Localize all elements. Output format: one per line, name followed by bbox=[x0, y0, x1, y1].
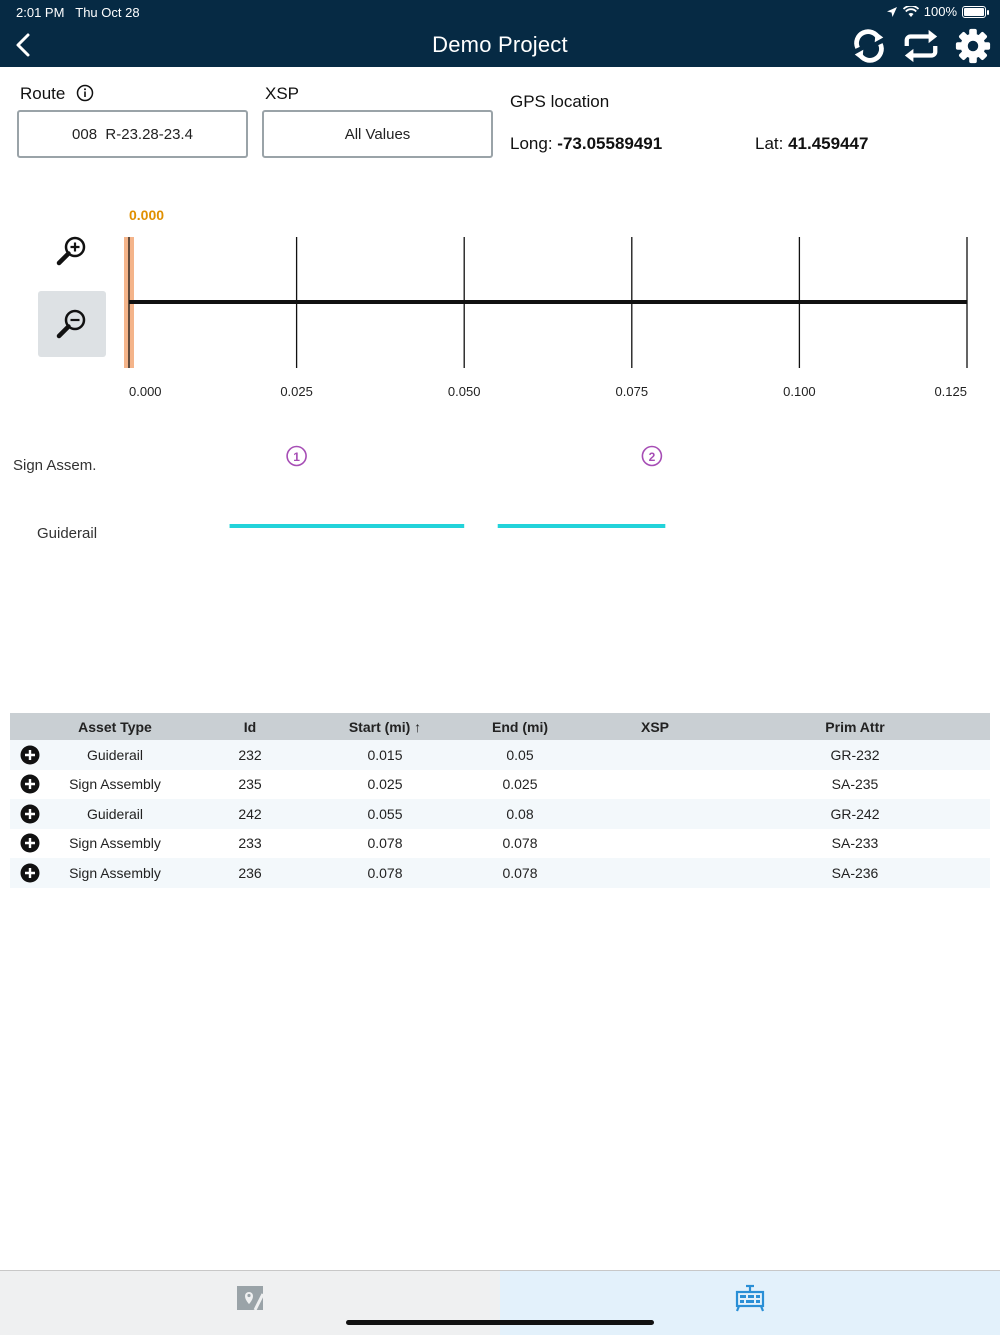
info-icon[interactable] bbox=[76, 84, 94, 102]
add-circle-icon[interactable] bbox=[20, 804, 40, 824]
status-right bbox=[886, 4, 986, 19]
repeat-icon[interactable] bbox=[902, 27, 940, 65]
xsp-label: XSP bbox=[265, 84, 300, 103]
sign-marker-count: 1 bbox=[293, 450, 300, 464]
tick-label: 0.025 bbox=[280, 384, 313, 399]
gear-icon[interactable] bbox=[954, 27, 992, 65]
tick-label: 0.075 bbox=[615, 384, 649, 399]
tick-label: 0.050 bbox=[447, 384, 481, 399]
home-indicator bbox=[346, 1320, 654, 1325]
cell-xsp bbox=[590, 740, 720, 770]
cell-xsp bbox=[590, 858, 720, 888]
sort-asc-icon: ↑ bbox=[414, 718, 422, 735]
tick-label: 0.000 bbox=[129, 384, 162, 399]
cell-start: 0.055 bbox=[320, 799, 450, 829]
table-header-spacer bbox=[10, 713, 50, 740]
cell-start: 0.015 bbox=[320, 740, 450, 770]
row-label-guiderail: Guiderail bbox=[37, 525, 98, 542]
linear-chart[interactable] bbox=[0, 200, 1000, 580]
add-cell[interactable] bbox=[10, 829, 50, 859]
cell-end: 0.078 bbox=[450, 829, 590, 859]
table-row[interactable] bbox=[10, 770, 990, 800]
cell-id: 233 bbox=[180, 829, 320, 859]
gps-latitude: Lat: 41.459447 bbox=[755, 134, 869, 153]
tab-map[interactable] bbox=[0, 1271, 500, 1335]
tick-label: 0.125 bbox=[934, 384, 967, 399]
cell-prim-attr: SA-235 bbox=[720, 770, 990, 800]
cell-asset-type: Sign Assembly bbox=[50, 829, 180, 859]
route-selector[interactable]: 008 R-23.28-23.4 bbox=[17, 110, 248, 158]
cell-end: 0.08 bbox=[450, 799, 590, 829]
map-icon bbox=[235, 1283, 265, 1313]
sign-marker-count: 2 bbox=[648, 450, 656, 464]
table-row[interactable] bbox=[10, 740, 990, 770]
cell-id: 242 bbox=[180, 799, 320, 829]
row-label-sign: Sign Assem. bbox=[13, 457, 97, 474]
cell-end: 0.025 bbox=[450, 770, 590, 800]
assets-table bbox=[10, 713, 990, 888]
page-title: Demo Project bbox=[432, 32, 568, 57]
add-circle-icon[interactable] bbox=[20, 745, 40, 765]
gps-label: GPS location bbox=[510, 92, 610, 111]
linear-view-icon bbox=[734, 1283, 766, 1313]
add-cell[interactable] bbox=[10, 770, 50, 800]
xsp-selector[interactable]: All Values bbox=[262, 110, 493, 158]
cell-prim-attr: GR-232 bbox=[720, 740, 990, 770]
col-prim-attr[interactable]: Prim Attr bbox=[720, 713, 990, 740]
cell-xsp bbox=[590, 799, 720, 829]
battery-percent: 100% bbox=[923, 4, 957, 19]
cell-id: 235 bbox=[180, 770, 320, 800]
add-circle-icon[interactable] bbox=[20, 774, 40, 794]
route-label: Route bbox=[20, 84, 94, 104]
add-cell[interactable] bbox=[10, 858, 50, 888]
col-id[interactable]: Id bbox=[180, 713, 320, 740]
cell-asset-type: Guiderail bbox=[50, 799, 180, 829]
cell-prim-attr: SA-236 bbox=[720, 858, 990, 888]
cell-asset-type: Sign Assembly bbox=[50, 858, 180, 888]
cell-start: 0.025 bbox=[320, 770, 450, 800]
cell-start: 0.078 bbox=[320, 858, 450, 888]
table-row[interactable] bbox=[10, 858, 990, 888]
col-end[interactable]: End (mi) bbox=[450, 713, 590, 740]
table-row[interactable] bbox=[10, 829, 990, 859]
cell-id: 232 bbox=[180, 740, 320, 770]
add-circle-icon[interactable] bbox=[20, 863, 40, 883]
add-cell[interactable] bbox=[10, 799, 50, 829]
col-asset-type[interactable]: Asset Type bbox=[50, 713, 180, 740]
cell-asset-type: Guiderail bbox=[50, 740, 180, 770]
table-row[interactable] bbox=[10, 799, 990, 829]
cell-start: 0.078 bbox=[320, 829, 450, 859]
status-time: 2:01 PM Thu Oct 28 bbox=[16, 5, 140, 20]
table-header-row bbox=[10, 713, 990, 740]
status-bar bbox=[0, 0, 1000, 24]
cell-xsp bbox=[590, 829, 720, 859]
tab-linear-view[interactable] bbox=[500, 1271, 1000, 1335]
sync-icon[interactable] bbox=[850, 27, 888, 65]
col-xsp[interactable]: XSP bbox=[590, 713, 720, 740]
cell-asset-type: Sign Assembly bbox=[50, 770, 180, 800]
cursor-label: 0.000 bbox=[129, 207, 165, 223]
gps-longitude: Long: -73.05589491 bbox=[510, 134, 663, 153]
cell-prim-attr: SA-233 bbox=[720, 829, 990, 859]
cell-prim-attr: GR-242 bbox=[720, 799, 990, 829]
battery-icon bbox=[962, 6, 986, 18]
cell-id: 236 bbox=[180, 858, 320, 888]
cell-end: 0.05 bbox=[450, 740, 590, 770]
wifi-icon bbox=[903, 6, 919, 18]
cell-end: 0.078 bbox=[450, 858, 590, 888]
nav-bar bbox=[0, 24, 1000, 67]
tick-label: 0.100 bbox=[783, 384, 816, 399]
cell-xsp bbox=[590, 770, 720, 800]
add-cell[interactable] bbox=[10, 740, 50, 770]
add-circle-icon[interactable] bbox=[20, 833, 40, 853]
location-arrow-icon bbox=[886, 6, 898, 18]
col-start[interactable]: Start (mi) ↑ bbox=[320, 713, 450, 740]
